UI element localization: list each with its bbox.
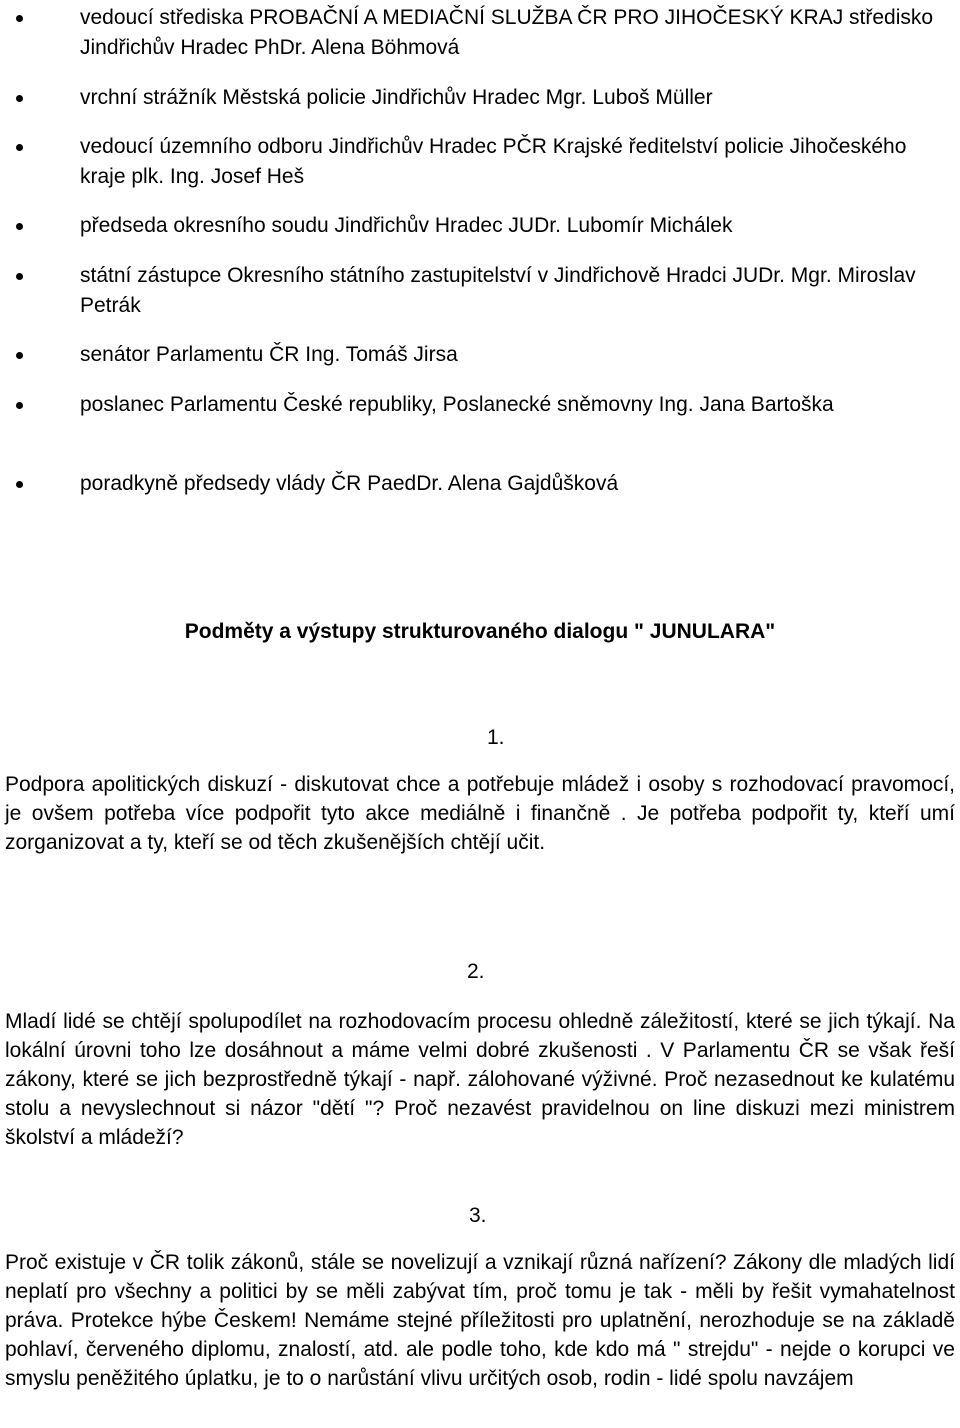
list-item [80,390,940,420]
list-item-text: poslanec Parlamentu České republiky, Poslanecké sněmovny Ing. Jana Bartoška [80,393,834,416]
bullet-icon [16,144,23,151]
bullet-icon [16,481,23,488]
section-heading: Podměty a výstupy strukturovaného dialogu " JUNULARA" [184,620,776,643]
bullet-icon [16,223,23,230]
section-number: 1. [487,726,505,749]
list-item-text: předseda okresního soudu Jindřichův Hradec JUDr. Lubomír Michálek [80,214,733,237]
bullet-icon [16,273,23,280]
list-item [80,132,940,192]
section-paragraph: Mladí lidé se chtějí spolupodílet na rozhodovacím procesu ohledně záležitostí, které se jich týkají. Na lokální úrovni toho lze dosáhnout a máme velmi dobré zkušenosti . V Parlamentu ČR se však řeší zákony, které se jich bezprostředně týkají - např. zálohované výživné. Proč nezasednout ke kulatému stolu a nevyslechnout si názor "dětí "? Proč nezavést pravidelnou on line diskuzi mezi ministrem školství a mládeží? [5,1010,955,1149]
list-item [80,83,940,113]
list-item [80,340,940,370]
list-item-text: vedoucí územního odboru Jindřichův Hradec PČR Krajské ředitelství policie Jihočeského kraje plk. Ing. Josef Heš [80,135,907,188]
list-item [80,261,940,321]
section-number: 2. [467,960,485,983]
list-item [80,3,940,63]
list-item-text: vrchní strážník Městská policie Jindřichův Hradec Mgr. Luboš Müller [80,86,713,109]
list-item-text: vedoucí střediska PROBAČNÍ A MEDIAČNÍ SLUŽBA ČR PRO JIHOČESKÝ KRAJ středisko Jindřichův Hradec PhDr. Alena Böhmová [80,6,934,59]
list-item [80,211,940,241]
list-item-text: státní zástupce Okresního státního zastupitelství v Jindřichově Hradci JUDr. Mgr. Miroslav Petrák [80,264,916,317]
section-number: 3. [469,1204,487,1227]
section-paragraph: Podpora apolitických diskuzí - diskutovat chce a potřebuje mládež i osoby s rozhodovací pravomocí, je ovšem potřeba více podpořit tyto akce mediálně i finančně . Je potřeba podpořit ty, kteří umí zorganizovat a ty, kteří se od těch zkušenějších chtějí učit. [5,773,955,854]
bullet-icon [16,15,23,22]
bullet-icon [16,352,23,359]
section-paragraph: Proč existuje v ČR tolik zákonů, stále se novelizují a vznikají různá nařízení? Zákony dle mladých lidí neplatí pro všechny a politici by se měli zabývat tím, proč tomu je tak - měli by řešit vymahatelnost práva. Protekce hýbe Českem! Nemáme stejné příležitosti pro uplatnění, nerozhoduje se na základě pohlaví, červeného diplomu, znalostí, atd. ale podle toho, kde kdo má " strejdu" - nejde o korupci ve smyslu peněžitého úplatku, je to o narůstání vlivu určitých osob, rodin - lidé spolu navzájem [5,1251,955,1390]
list-item-text: poradkyně předsedy vlády ČR PaedDr. Alena Gajdůšková [80,472,619,495]
bullet-icon [16,95,23,102]
list-item [80,469,940,499]
list-item-text: senátor Parlamentu ČR Ing. Tomáš Jirsa [80,343,458,366]
bullet-icon [16,402,23,409]
